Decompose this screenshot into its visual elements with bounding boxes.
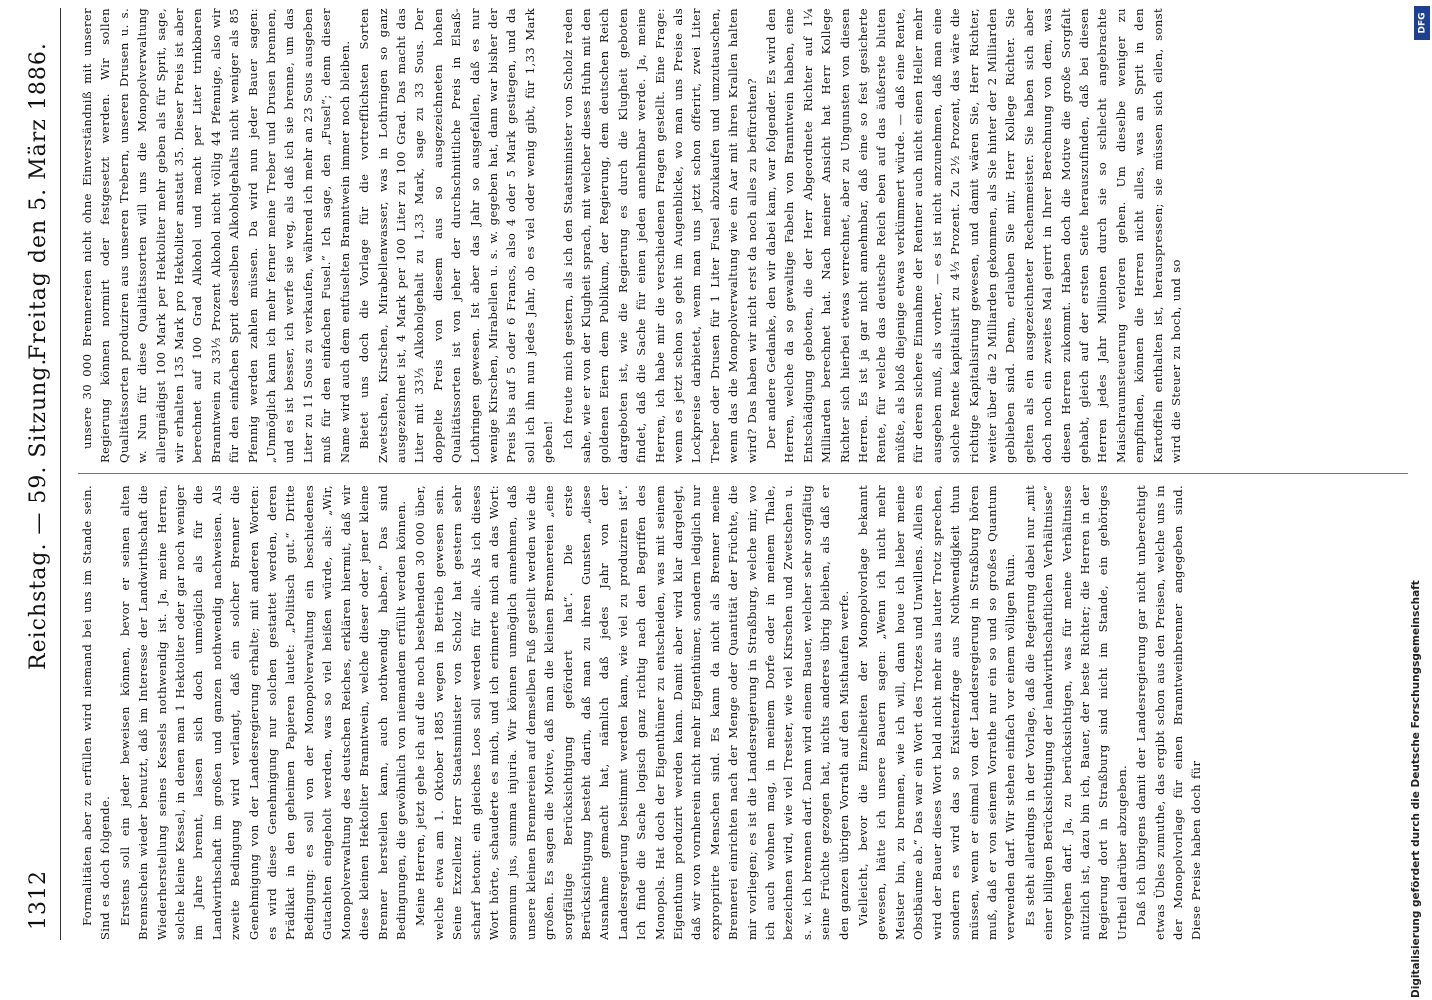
paragraph: Ich freute mich gestern, als ich den Staatsminister von Scholz reden sahe, wie er von der Klugheit sprach, mit welcher dieses Huhn mit den goldenen Eiern dem Publikum, der Regierung, dem deutschen Reich dargeboten ist, wie die Regierung es durch die Klugheit geboten findet, daß die Sache für einen jeden annehmbar werde. Ja, meine Herren, ich habe mir die verschiedenen Fragen gestellt. Eine Frage: wenn es jetzt schon so geht im Augenblicke, wo man uns Preise als Lockpreise darbietet, wenn man uns jetzt schon offerirt, zwei Liter Treber oder Drusen für 1 Liter Fusel abzukaufen und umzutauschen, wenn das die Monopolverwaltung wie ein Aar mit ihren Krallen halten wird? Das haben wir nicht erst da noch alles zu befürchten? [560,8,759,463]
paragraph: Der andere Gedanke, den wir dabei kam, war folgender. Es wird den Herren, welche da so gewaltige Fabeln von Branntwein haben, eine Entschädigung geboten, die der Herr Abgeordnete Richter auf 1¼ Milliarden berechnet hat. Nach meiner Ansicht hat Herr Kollege Richter sich hierbei etwas verrechnet, aber zu Ungunsten von diesen Herren. Es ist ja gar nicht annehmbar, daß eine so fest gesicherte Rente, für welche das deutsche Reich eben auf das äußerste bluten müßte, als bloß diejenige etwas verkümmert würde. — daß eine Rente, für deren sichere Einnahme der Rentner auch nicht einen Heller mehr ausgeben muß, als vorher, — es ist nicht anzunehmen, daß man eine solche Rente kapitalisirt zu 4⅓ Prozent. Zu 2½ Prozent, das wäre die richtige Kapitalisirung gewesen, und damit wären Sie, Herr Richter, weiter über die 2 Milliarden gekommen, als Sie hinter der 2 Milliarden geblieben sind. Denn, erlauben Sie mir, Herr Kollege Richter. Sie gelten als ein ausgezeichneter Rechenmeister. Sie haben sich aber doch noch ein zweites Mal geirrt in Ihrer Berechnung von dem, was diesen Herren zukommt. Haben doch die Motive die große Sorgfalt gehabt, gleich auf der ersten Seite herauszufinden, daß bei diesen Herren jedes Jahr Millionen durch sie so schlecht angebrachte Maischraumsteuerung verloren gehen. Um dieselbe weniger zu empfinden, können die Herren nicht alles, was an Sprit in den Kartoffeln enthalten ist, herauspressen; sie müssen sich eilen, sonst wird die Steuer zu hoch, und so [764,8,1183,463]
dfg-logo [1414,6,1430,40]
paragraph: Formalitäten aber zu erfüllen wird niemand bei uns im Stande sein. Sind es doch folgende. [80,485,113,940]
paragraph: unsere 30 000 Brennereien nicht ohne Einverständniß mit unserer Regierung können normirt oder festgesetzt werden. Wir sollen Qualitätssorten produziren aus unseren Trebern, unseren Drusen u. s. w. Nun für diese Qualitätssorten will uns die Monopolverwaltung allergnädigst 100 Mark per Hektoliter mehr geben als für Sprit, sage, wir erhalten 135 Mark pro Hektoliter anstatt 35. Dieser Preis ist aber berechnet auf 100 Grad Alkohol und macht per Liter trinkbaren Branntwein zu 33⅓ Prozent Alkohol nicht völlig 44 Pfennige, also wir für den einfachen Sprit desselben Alkoholgehalts nicht weniger als 85 Pfennig werden zahlen müssen. Da wird nun jeder Bauer sagen: „Unmöglich kann ich mehr ferner meine Treber und Drusen brennen, und es ist besser, ich werfe sie weg, als daß ich sie brenne, um das Liter zu 11 Sous zu verkaufen, während ich mehr an 23 Sous ausgeben muß für den einfachen Fusel.“ Ich sage, den „Fusel“; denn dieser Name wird auch dem entfuselten Branntwein immer noch bleiben. [80,8,352,463]
paragraph: Vielleicht, bevor die Einzelheiten der Monopolvorlage bekannt gewesen, hätte ich unsere Bauern sagen: „Wenn ich nicht mehr Meister bin, zu brennen, wie ich will, dann houe ich lieber meine Obstbäume ab.“ Das war ein Wort des Trotzes und Unwillens. Allein es wird der Bauer dieses Wort bald nicht mehr aus lauter Trotz sprechen, sondern es wird das so Existenzfrage aus Nothwendigkeit thun müssen, wenn er einmal von der Landesregierung in Straßburg hören muß, daß er von seinem Vorrathe nur ein so und so großes Quantum verwenden darf. Wir stehen einfach vor einem völligen Ruin. [856,485,1018,940]
paragraph: Erstens soll ein jeder beweisen können, bevor er seinen alten Brennschein wieder benutzt, daß im Interesse der Landwirthschaft die Wiederherstellung seines Kessels nothwendig ist. Ja, meine Herren, solche kleine Kessel, in denen man 1 Hektoliter oder gar noch weniger im Jahre brennt, lassen sich doch unmöglich als für die Landwirthschaft im großen und ganzen nothwendig nachweisen. Als zweite Bedingung wird verlangt, daß ein solcher Brenner die Genehmigung von der Landesregierung erhalte; mit anderen Worten: es wird diese Genehmigung nur solchen gestattet werden, deren Prädikat in den geheimen Papieren lautet: „Politisch gut.“ Dritte Bedingung: es soll von der Monopolverwaltung ein beschiedenes Gutachten eingeholt werden, was so viel heißen würde, als: „Wir, Monopolverwaltung des deutschen Reiches, erklären hiermit, daß wir diese kleinen Hektoliter Branntwein, welche dieser oder jener kleine Brenner herstellen kann, auch nothwendig haben.“ Das sind Bedingungen, die gewöhnlich von niemandem erfüllt werden können. [117,485,408,940]
text-columns [78,8,1418,940]
credit-text: Digitalisierung gefördert durch die Deutsche Forschungsgemeinschaft [1410,580,1422,998]
paragraph: Meine Herren, jetzt gehe ich auf die noch bestehenden 30 000 über, welche etwa am 1. Oktober 1885 wegen in Betrieb gewesen sein. Seine Exzellenz Herr Staatsminister von Scholz hat gestern sehr scharf betont: ein gleiches Loos soll werden für alle. Als ich dieses Wort hörte, schauderte es mich, und ich erinnerte mich an das Wort: sommum jus, summa injuria. Wir können unmöglich annehmen, daß unsere kleinen Brennereien auf demselben Fuß gestellt werden wie die großen. Es sagen die Motive, daß man die kleinen Brennereien „eine sorgfältige Berücksichtigung gefördert hat“. Die erste Berücksichtigung besteht darin, daß man zu ihren Gunsten „diese Ausnahme gemacht hat, nämlich daß jedes Jahr von der Landesregierung bestimmt werden kann, wie viel zu produziren ist“. Ich finde die Sache logisch ganz richtig nach den Begriffen des Monopols. Hat doch der Eigenthümer zu entscheiden, was mit seinem Eigenthum produzirt werden kann. Damit aber wird klar dargelegt, daß wir von vornherein nicht mehr Eigenthümer, sondern lediglich nur expropriirte Menschen sind. Es kann da nicht als Brenner meine Brennerei einrichten nach der Menge oder Quantität der Früchte, die mir vorliegen; es ist die Landesregierung in Straßburg, welche mir, wo ich auch wohnen mag, in meinem Dorfe oder in meinem Thale, bezeichnen wird, wie viel Trester, wie viel Kirschen und Zwetschen u. s. w. ich brennen darf. Dann wird einem Bauer, welcher sehr sorgfältig seine Früchte gezogen hat, nichts anderes übrig bleiben, als daß er den ganzen übrigen Vorrath auf den Misthaufen werfe. [413,485,851,940]
session-title: Reichstag. — 59. Sitzung. [26,357,51,670]
paragraph: Bietet uns doch die Vorlage für die vortrefflichsten Sorten Zwetschen, Kirschen, Mirabellenwasser, was in Lothringen so ganz ausgezeichnet ist, 4 Mark per 100 Liter zu 100 Grad. Das macht das Liter mit 33⅓ Alkoholgehalt zu 1,33 Mark, sage zu 33 Sous. Der doppelte Preis von diesem aus so ausgezeichneten hohen Qualitätssorten ist von jeher der durchschnittliche Preis in Elsaß-Lothringen gewesen. Ist aber das Jahr so ausgefallen, daß es nur wenige Kirschen, Mirabellen u. s. w. gegeben hat, dann war bisher der Preis bis auf 5 oder 6 Francs, also 4 oder 5 Mark gestiegen, und da soll ich ihn nun jedes Jahr, ob es viel oder wenig gibt, für 1,33 Mark geben! [357,8,556,463]
page-number: 1312 [26,870,51,930]
column-divider [78,473,1408,474]
session-date: Freitag den 5. März 1886. [26,42,51,360]
page-header [0,0,64,1000]
right-column [78,8,1408,463]
digitization-credit [1410,0,1430,1000]
dfg-logo-text: DFG [1417,12,1428,34]
header-rule [60,8,61,940]
paragraph: Daß ich übrigens damit der Landesregierung gar nicht unberechtigt etwas Übles zumuthe, das ergibt schon aus den Preisen, welche uns in der Monopolvorlage für einen Branntweinbrenner angegeben sind. Diese Preise haben doch für [1134,485,1204,940]
left-column [78,485,1408,940]
paragraph: Es steht allerdings in der Vorlage, daß die Regierung dabei nur „mit einer billigen Berücksichtigung der landwirthschaftlichen Verhältnisse“ vorgehen darf. Ja, zu berücksichtigen, was für meine Verhältnisse nützlich ist, dazu bin ich, Bauer, der beste Richter; die Herren in der Regierung dort in Straßburg sind nicht im Stande, ein gehöriges Urtheil darüber abzugeben. [1022,485,1129,940]
